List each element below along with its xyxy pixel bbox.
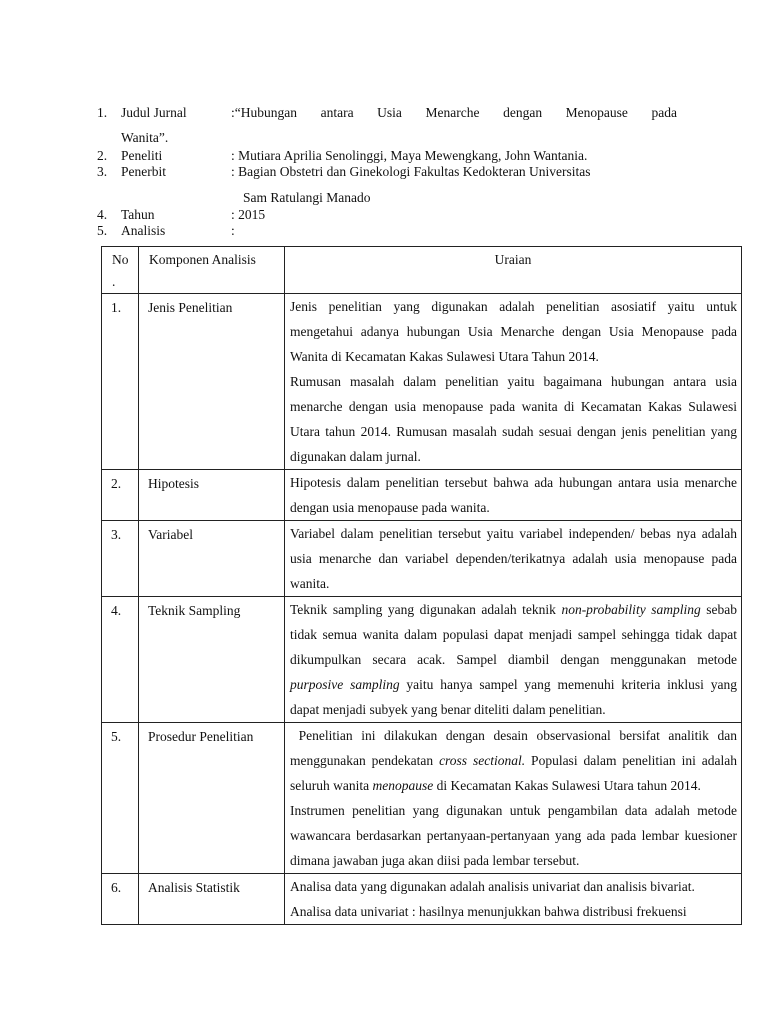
row-number: 6. bbox=[102, 874, 139, 925]
row-component: Variabel bbox=[139, 521, 285, 597]
row-description bbox=[285, 294, 742, 470]
row-description bbox=[285, 597, 742, 723]
row-description bbox=[285, 521, 742, 597]
row-component: Prosedur Penelitian bbox=[139, 723, 285, 874]
analysis-table bbox=[101, 246, 742, 925]
meta-value: : bbox=[231, 223, 235, 238]
description-paragraph: Analisa data univariat : hasilnya menunjukkan bahwa distribusi frekuensi bbox=[290, 904, 687, 919]
description-paragraph: Variabel dalam penelitian tersebut yaitu variabel independen/ bebas nya adalah usia menarche dan variabel dependen/terikatnya adalah usia menopause pada wanita. bbox=[290, 526, 737, 591]
description-paragraph bbox=[285, 723, 741, 798]
header-no-text: No bbox=[112, 252, 129, 267]
header-component: Komponen Analisis bbox=[139, 247, 285, 294]
row-component: Analisis Statistik bbox=[139, 874, 285, 925]
meta-label: Judul Jurnal bbox=[121, 105, 187, 120]
table-row bbox=[102, 723, 742, 874]
text-run: di Kecamatan Kakas Sulawesi Utara tahun 2014. bbox=[433, 778, 701, 793]
row-description bbox=[285, 874, 742, 925]
text-run: Teknik sampling yang digunakan adalah teknik bbox=[290, 602, 562, 617]
text-run: sebab tidak semua wanita dalam populasi dapat menjadi sampel sehingga tidak dapat dikumpulkan secara acak. Sampel diambil dengan menggunakan metode bbox=[290, 602, 737, 667]
row-number: 3. bbox=[102, 521, 139, 597]
meta-label: Analisis bbox=[121, 223, 166, 238]
meta-value: :“Hubungan antara Usia Menarche dengan Menopause pada bbox=[231, 105, 677, 120]
row-number: 1. bbox=[102, 294, 139, 470]
table-row bbox=[102, 521, 742, 597]
meta-value: : Bagian Obstetri dan Ginekologi Fakultas Kedokteran Universitas bbox=[231, 164, 591, 179]
text-run: Penelitian ini dilakukan dengan desain observasional bersifat analitik dan menggunakan pendekatan bbox=[290, 728, 738, 768]
description-paragraph: Jenis penelitian yang digunakan adalah penelitian asosiatif yaitu untuk mengetahui adanya hubungan Usia Menarche dengan Usia Menopause pada Wanita di Kecamatan Kakas Sulawesi Utara Tahun 2014. bbox=[290, 299, 737, 364]
row-component: Teknik Sampling bbox=[139, 597, 285, 723]
meta-number: 5. bbox=[97, 223, 108, 238]
italic-term: purposive sampling bbox=[290, 677, 400, 692]
row-number: 4. bbox=[102, 597, 139, 723]
table-header-row bbox=[102, 247, 742, 294]
meta-number: 3. bbox=[97, 164, 108, 179]
meta-label: Tahun bbox=[121, 207, 155, 222]
row-number: 2. bbox=[102, 470, 139, 521]
text-run: yaitu hanya sampel yang memenuhi kriteria inklusi yang dapat menjadi subyek yang benar diteliti dalam penelitian. bbox=[290, 677, 737, 717]
italic-term: non-probability sampling bbox=[561, 602, 701, 617]
meta-label: Penerbit bbox=[121, 164, 166, 179]
table-row bbox=[102, 874, 742, 925]
table-row bbox=[102, 470, 742, 521]
meta-label: Peneliti bbox=[121, 148, 163, 163]
row-number: 5. bbox=[102, 723, 139, 874]
row-component: Jenis Penelitian bbox=[139, 294, 285, 470]
meta-number: 1. bbox=[97, 105, 108, 120]
description-paragraph: Analisa data yang digunakan adalah analisis univariat dan analisis bivariat. bbox=[290, 879, 695, 894]
row-description bbox=[285, 470, 742, 521]
text-run: Populasi dalam penelitian ini adalah seluruh wanita bbox=[290, 753, 737, 793]
description-paragraph: Hipotesis dalam penelitian tersebut bahwa ada hubungan antara usia menarche dengan usia menopause pada wanita. bbox=[290, 475, 737, 515]
table-row bbox=[102, 597, 742, 723]
row-component: Hipotesis bbox=[139, 470, 285, 521]
meta-value: : 2015 bbox=[231, 207, 266, 222]
meta-continuation: Sam Ratulangi Manado bbox=[243, 190, 371, 205]
meta-number: 2. bbox=[97, 148, 108, 163]
meta-number: 4. bbox=[97, 207, 108, 222]
row-description bbox=[285, 723, 742, 874]
italic-term: cross sectional. bbox=[439, 753, 526, 768]
meta-continuation: Wanita”. bbox=[121, 130, 169, 145]
table-row bbox=[102, 294, 742, 470]
header-no bbox=[102, 247, 139, 294]
header-description: Uraian bbox=[285, 247, 742, 294]
header-no-dot: . bbox=[112, 274, 116, 289]
meta-value: : Mutiara Aprilia Senolinggi, Maya Mewengkang, John Wantania. bbox=[231, 148, 588, 163]
description-paragraph: Rumusan masalah dalam penelitian yaitu bagaimana hubungan antara usia menarche dengan usia menopause pada wanita di Kecamatan Kakas Sulawesi Utara tahun 2014. Rumusan masalah sudah sesuai dengan jenis penelitian yang digunakan dalam jurnal. bbox=[290, 374, 737, 464]
italic-term: menopause bbox=[372, 778, 434, 793]
description-paragraph: Instrumen penelitian yang digunakan untuk pengambilan data adalah metode wawancara berdasarkan pertanyaan-pertanyaan yang ada pada lembar kuesioner dimana jawaban juga akan diisi pada lembar tersebut. bbox=[290, 803, 737, 868]
description-paragraph bbox=[285, 597, 741, 722]
